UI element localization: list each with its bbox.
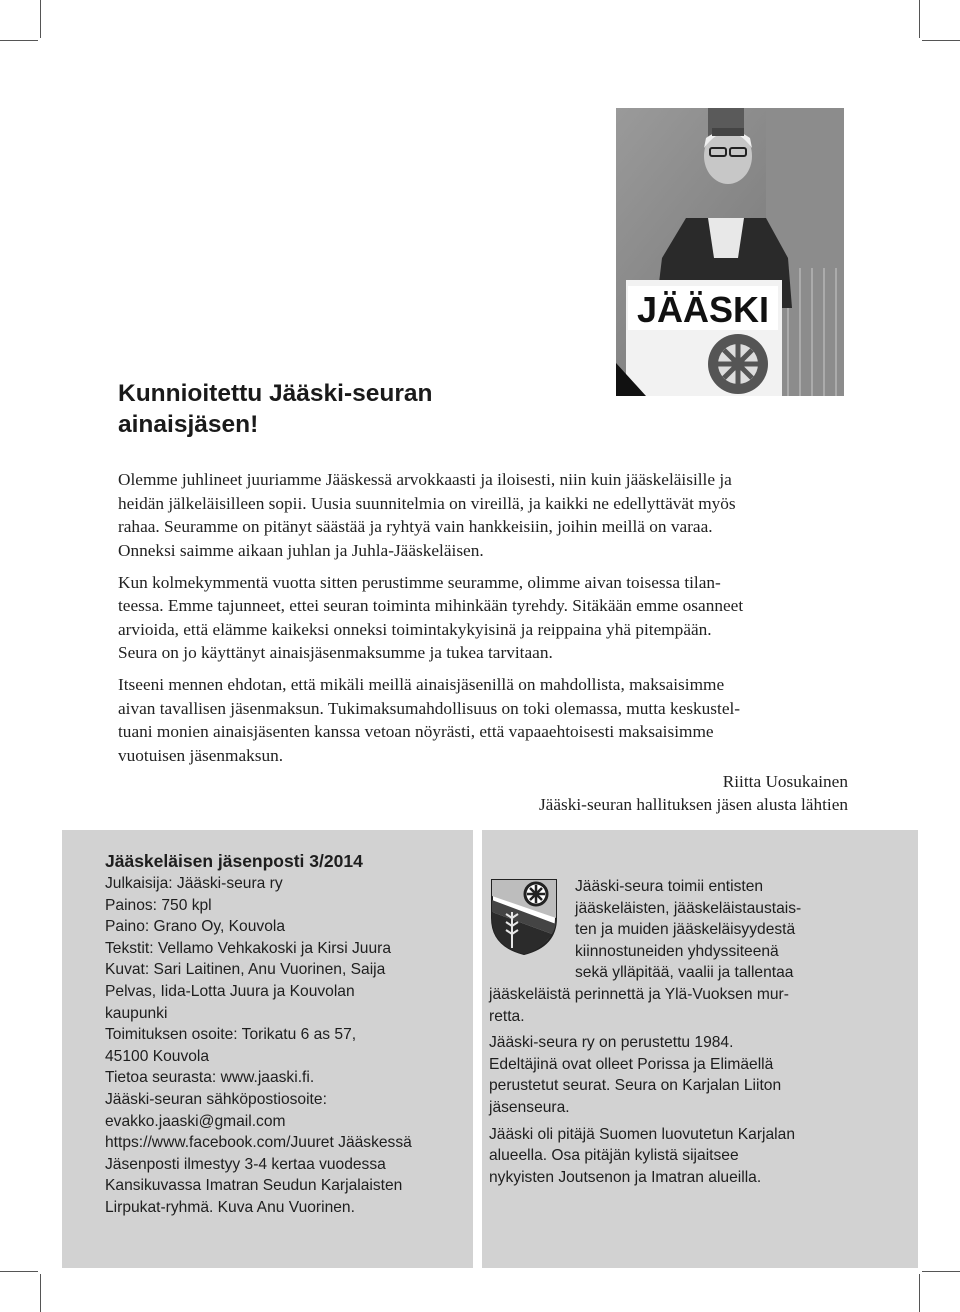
paragraph <box>118 673 848 767</box>
text-line: Jääski-seura ry on perustettu 1984. <box>489 1034 734 1052</box>
colophon-email: evakko.jaaski@gmail.com <box>105 1112 286 1130</box>
signature-name: Riitta Uosukainen <box>722 771 848 791</box>
crop-mark <box>0 1271 38 1272</box>
text-line: Kun kolmekymmentä vuotta sitten perustimme seuramme, olimme aivan toisessa tilan- <box>118 572 721 592</box>
crop-mark <box>919 1274 920 1312</box>
speaker-photo <box>616 108 844 396</box>
text-line: kiinnostuneiden yhdyssiteenä <box>575 942 779 960</box>
text-line: teessa. Emme tajunneet, ettei seuran toiminta mihinkään tyrehdy. Sitäkään emme osanneet <box>118 596 744 615</box>
text-line: perustetut seurat. Seura on Karjalan Liiton <box>489 1077 782 1095</box>
paragraph <box>118 571 848 665</box>
text-line: alueella. Osa pitäjän kylistä sijaitsee <box>489 1147 739 1165</box>
about-box <box>482 830 918 1268</box>
colophon-line: Tietoa seurasta: www.jaaski.fi. <box>105 1069 315 1087</box>
text-line: arvioida, että elämme kaikeksi onneksi toimintakykyisinä ja reippaina yhä pitempään. <box>118 619 712 639</box>
crop-mark <box>40 1274 41 1312</box>
text-line: Seura on jo käyttänyt ainaisjäsenmaksumme ja tukea tarvitaan. <box>118 643 553 662</box>
text-line: aivan tavallisen jäsenmaksun. Tukimaksumahdollisuus on toki olemassa, mutta keskustel- <box>118 698 741 718</box>
colophon-line: kaupunki <box>105 1004 168 1022</box>
colophon-line: Kuvat: Sari Laitinen, Anu Vuorinen, Saija <box>105 961 386 979</box>
crop-mark <box>40 0 41 38</box>
colophon-line: Toimituksen osoite: Torikatu 6 as 57, <box>105 1026 357 1044</box>
text-line: Onneksi saimme aikaan juhlan ja Juhla-Jääskeläisen. <box>118 540 484 560</box>
colophon-line: Tekstit: Vellamo Vehkakoski ja Kirsi Juura <box>105 939 392 957</box>
text-line: Jääski-seura toimii entisten <box>575 878 764 895</box>
colophon-line: Kansikuvassa Imatran Seudun Karjalaisten <box>105 1177 403 1195</box>
title-line: ainaisjäsen! <box>118 411 259 438</box>
paragraph <box>489 1032 845 1118</box>
colophon-line: Julkaisija: Jääski-seura ry <box>105 875 283 892</box>
text-line: heidän jälkeläisilleen sopii. Uusia suunnitelmia on vireillä, ja kaikki ne edellyttävät myös <box>118 493 736 513</box>
text-line: ten ja muiden jääskeläisyydestä <box>575 921 796 939</box>
crop-mark <box>922 1271 960 1272</box>
crop-mark <box>922 40 960 41</box>
colophon-facebook: https://www.facebook.com/Juuret Jääskessä <box>105 1134 412 1152</box>
signature-role: Jääski-seuran hallituksen jäsen alusta lähtien <box>538 795 848 814</box>
crop-mark <box>919 0 920 38</box>
text-line: tuani monien ainaisjäsenten kanssa vetoan nöyrästi, että vapaaehtoisesti maksaisimme <box>118 722 714 741</box>
text-line: sekä ylläpitää, vaalii ja tallentaa <box>575 964 794 982</box>
colophon <box>105 850 465 1219</box>
about-text <box>489 876 845 1193</box>
colophon-line: Jäsenposti ilmestyy 3-4 kertaa vuodessa <box>105 1155 386 1173</box>
letter-body <box>118 468 848 817</box>
colophon-line: Pelvas, Iida-Lotta Juura ja Kouvolan <box>105 982 355 1000</box>
text-line: jäsenseura. <box>489 1098 570 1116</box>
text-line: vuotuisen jäsenmaksun. <box>118 745 284 765</box>
podium-sign: JÄÄSKI <box>636 289 770 330</box>
paragraph <box>489 876 845 1027</box>
text-line: jääskeläistä perinnettä ja Ylä-Vuoksen mur- <box>489 985 789 1003</box>
colophon-line: Painos: 750 kpl <box>105 896 212 914</box>
letter-title <box>118 378 598 440</box>
colophon-line: Lirpukat-ryhmä. Kuva Anu Vuorinen. <box>105 1198 355 1216</box>
text-line: Jääski oli pitäjä Suomen luovutetun Karjalan <box>489 1125 795 1143</box>
text-line: retta. <box>489 1007 525 1025</box>
colophon-line: 45100 Kouvola <box>105 1047 210 1065</box>
colophon-box <box>62 830 473 1268</box>
signature <box>118 770 848 817</box>
crop-mark <box>0 40 38 41</box>
colophon-line: Paino: Grano Oy, Kouvola <box>105 918 286 936</box>
title-line: Kunnioitettu Jääski-seuran <box>118 380 433 407</box>
colophon-heading: Jääskeläisen jäsenposti 3/2014 <box>105 851 363 871</box>
paragraph <box>118 468 848 562</box>
text-line: jääskeläisten, jääskeläistaustais- <box>575 899 802 917</box>
text-line: Itseeni mennen ehdotan, että mikäli meillä ainaisjäsenillä on mahdollista, maksaisimme <box>118 675 725 694</box>
text-line: rahaa. Seuramme on pitänyt säästää ja ryhtyä vain hankkeisiin, joihin meillä on varaa. <box>118 517 713 536</box>
text-line: Olemme juhlineet juuriamme Jääskessä arvokkaasti ja iloisesti, niin kuin jääskeläisille ja <box>118 470 732 489</box>
text-line: Edeltäjinä ovat olleet Porissa ja Elimäellä <box>489 1055 774 1073</box>
paragraph <box>489 1124 845 1189</box>
text-line: nykyisten Joutsenon ja Imatran alueilla. <box>489 1168 762 1186</box>
colophon-line: Jääski-seuran sähköpostiosoite: <box>105 1090 327 1108</box>
